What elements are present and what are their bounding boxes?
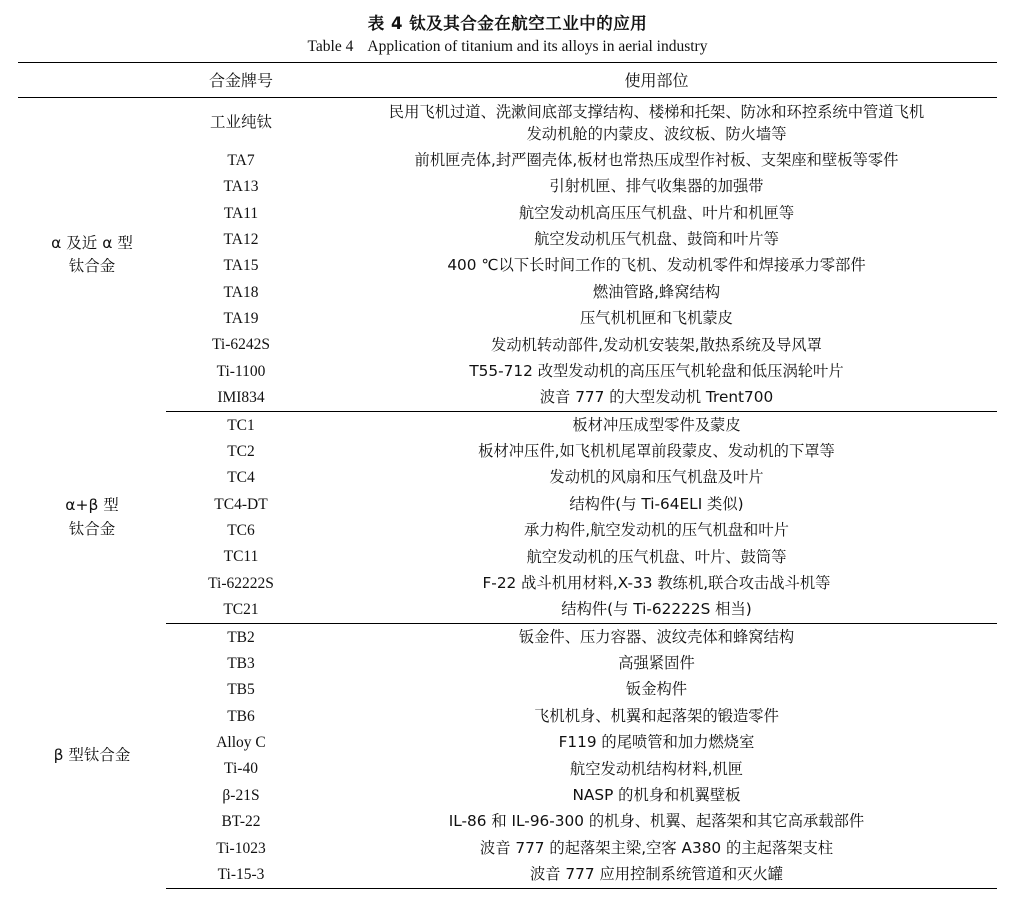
grade-cell: Ti-62222S xyxy=(208,574,274,592)
use-cell: 压气机机匣和飞机蒙皮 xyxy=(580,309,733,328)
grade-cell: Ti-15-3 xyxy=(166,861,316,888)
section-alpha xyxy=(18,98,997,412)
use-cell: 航空发动机结构材料,机匣 xyxy=(569,759,744,778)
grade-cell: β-21S xyxy=(222,786,260,804)
group-label-line1: α 及近 α 型 xyxy=(51,233,133,252)
grade-cell: TA18 xyxy=(223,283,259,301)
grade-cell: Ti-40 xyxy=(224,760,258,778)
grade-cell: Ti-1100 xyxy=(216,362,266,380)
use-cell: 波音 777 应用控制系统管道和灭火罐 xyxy=(316,861,997,888)
section-beta xyxy=(18,624,997,889)
use-cell: 高强紧固件 xyxy=(618,654,695,673)
use-cell: IL-86 和 IL-96-300 的机身、机翼、起落架和其它高承载部件 xyxy=(448,812,865,831)
use-cell: 400 ℃以下长时间工作的飞机、发动机零件和焊接承力零部件 xyxy=(447,256,866,275)
use-cell xyxy=(316,98,997,148)
grade-cell: TC21 xyxy=(166,597,316,624)
use-cell: 波音 777 的起落架主梁,空客 A380 的主起落架支柱 xyxy=(479,838,834,857)
use-cell: F-22 战斗机用材料,X-33 教练机,联合攻击战斗机等 xyxy=(482,573,831,592)
use-cell: 钣金构件 xyxy=(625,680,688,699)
grade-cell: TC1 xyxy=(227,416,255,434)
table-header-row xyxy=(18,63,997,98)
group-label-line2: 钛合金 xyxy=(68,256,116,275)
header-group xyxy=(18,63,166,98)
table-caption-en: Application of titanium and its alloys in aerial industry xyxy=(367,38,708,55)
grade-cell: TA7 xyxy=(227,151,255,169)
titanium-alloy-table xyxy=(18,62,997,889)
use-cell: 结构件(与 Ti-62222S 相当) xyxy=(316,597,997,624)
group-label-line1: α+β 型 xyxy=(65,496,119,515)
use-cell: 引射机匣、排气收集器的加强带 xyxy=(549,177,764,196)
use-line2: 发动机舱的内蒙皮、波纹板、防火墙等 xyxy=(526,124,787,143)
use-cell: 板材冲压成型零件及蒙皮 xyxy=(572,415,741,434)
grade-cell: TB3 xyxy=(227,654,255,672)
use-cell: 航空发动机高压压气机盘、叶片和机匣等 xyxy=(518,203,795,222)
grade-cell: Ti-6242S xyxy=(211,336,270,354)
table-row xyxy=(18,98,997,148)
grade-cell: Ti-1023 xyxy=(216,839,266,857)
header-use: 使用部位 xyxy=(316,63,997,98)
use-cell: 承力构件,航空发动机的压气机盘和叶片 xyxy=(524,521,789,540)
table-title-en xyxy=(18,38,997,56)
grade-cell: TA11 xyxy=(223,204,259,222)
use-cell: 钣金件、压力容器、波纹壳体和蜂窝结构 xyxy=(518,627,795,646)
grade-cell: TC6 xyxy=(227,522,255,540)
use-cell: 结构件(与 Ti-64ELI 类似) xyxy=(569,494,744,513)
grade-cell: TB2 xyxy=(227,628,255,646)
grade-cell: TC4-DT xyxy=(214,495,268,513)
section-alpha-beta xyxy=(18,412,997,624)
grade-cell: 工业纯钛 xyxy=(209,112,272,131)
use-cell: NASP 的机身和机翼壁板 xyxy=(572,785,741,804)
grade-cell: BT-22 xyxy=(221,813,261,831)
use-cell: F119 的尾喷管和加力燃烧室 xyxy=(558,733,755,752)
use-line1: 民用飞机过道、洗漱间底部支撑结构、楼梯和托架、防冰和环控系统中管道飞机 xyxy=(388,102,925,121)
grade-cell: TB6 xyxy=(227,707,255,725)
group-label-line1: β 型钛合金 xyxy=(53,746,131,765)
grade-cell: TA12 xyxy=(223,230,259,248)
group-label-line2: 钛合金 xyxy=(68,519,116,538)
use-cell: 飞机机身、机翼和起落架的锻造零件 xyxy=(534,706,779,725)
grade-cell: IMI834 xyxy=(166,385,316,412)
table-head xyxy=(18,63,997,98)
grade-cell: TA19 xyxy=(223,310,259,328)
grade-cell: Alloy C xyxy=(216,734,266,752)
grade-cell: TC4 xyxy=(227,469,255,487)
table-number-en: Table 4 xyxy=(307,38,354,55)
use-cell: 航空发动机的压气机盘、叶片、鼓筒等 xyxy=(526,547,787,566)
table-row xyxy=(18,412,997,439)
grade-cell: TA15 xyxy=(223,257,259,275)
grade-cell: TB5 xyxy=(227,681,255,699)
grade-cell: TA13 xyxy=(223,178,259,196)
group-label-alpha-beta xyxy=(18,412,166,624)
use-cell: 板材冲压件,如飞机机尾罩前段蒙皮、发动机的下罩等 xyxy=(478,442,835,461)
group-label-alpha xyxy=(18,98,166,412)
group-label-beta xyxy=(18,624,166,889)
use-cell: 前机匣壳体,封严圈壳体,板材也常热压成型作衬板、支架座和壁板等零件 xyxy=(414,150,899,169)
grade-cell: TC11 xyxy=(223,548,259,566)
grade-cell: TC2 xyxy=(227,442,255,460)
header-grade: 合金牌号 xyxy=(166,63,316,98)
use-cell: 燃油管路,蜂窝结构 xyxy=(592,282,721,301)
use-cell: 发动机转动部件,发动机安装架,散热系统及导风罩 xyxy=(491,335,822,354)
use-cell: 航空发动机压气机盘、鼓筒和叶片等 xyxy=(534,230,779,249)
table-row xyxy=(18,624,997,651)
table-title-cn: 表 4 钛及其合金在航空工业中的应用 xyxy=(367,14,648,33)
use-cell: 波音 777 的大型发动机 Trent700 xyxy=(316,385,997,412)
use-cell: T55-712 改型发动机的高压压气机轮盘和低压涡轮叶片 xyxy=(469,361,844,380)
use-cell: 发动机的风扇和压气机盘及叶片 xyxy=(549,468,764,487)
